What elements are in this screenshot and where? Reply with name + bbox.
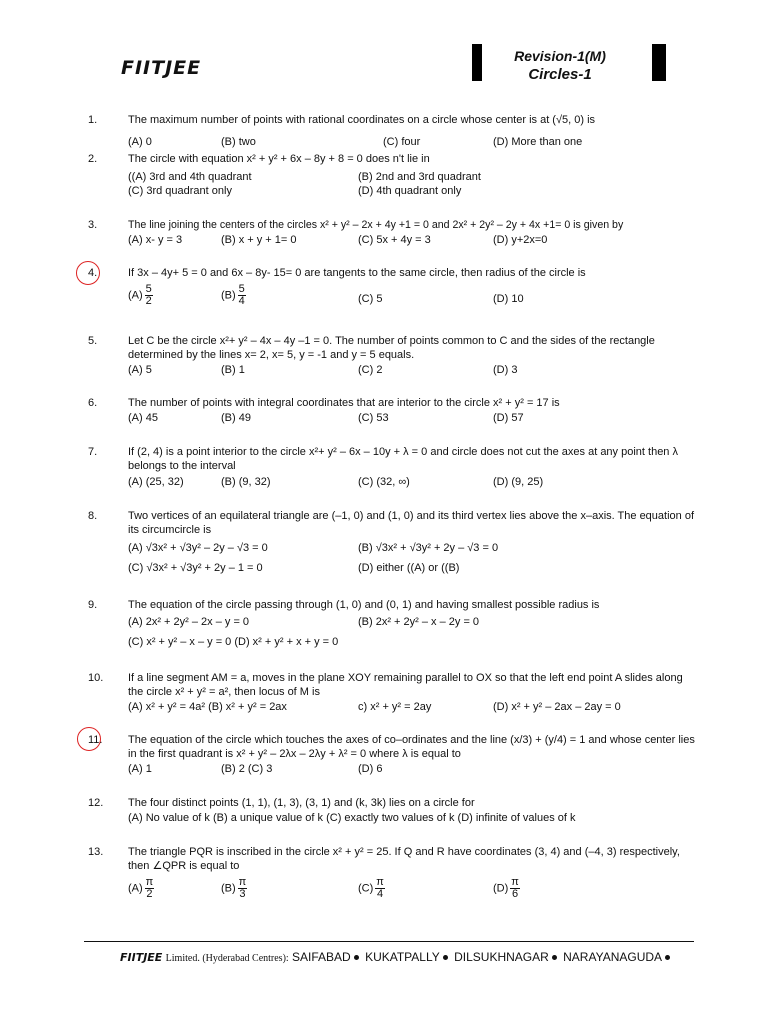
header-bar-right — [652, 44, 666, 81]
question-number: 2. — [88, 153, 98, 165]
option-b: (B) $\frac{5}{4}$ — [221, 283, 245, 307]
fraction: $\frac{\pi}{4}$ — [376, 876, 384, 900]
options: (A) No value of k (B) a unique value of k (C) exactly two values of k (D) infinite of values of k — [128, 812, 576, 824]
option-a: (A) 45 — [128, 412, 158, 424]
bullet-icon — [443, 955, 448, 960]
option-c: (C) 5 — [358, 293, 383, 305]
footer-brand: FIITJEE — [120, 951, 163, 964]
footer-centre: DILSUKHNAGAR — [454, 950, 549, 964]
fraction: $\frac{\pi}{6}$ — [511, 876, 519, 900]
option-b: (B) 2x² + 2y² – x – 2y = 0 — [358, 616, 480, 628]
footer-divider — [84, 941, 694, 942]
option-b-c: (B) 2 (C) 3 — [221, 763, 273, 775]
fraction: $\frac{\pi}{3}$ — [238, 876, 247, 900]
option-b: (B) 49 — [221, 412, 251, 424]
question-stem: Two vertices of an equilateral triangle are (–1, 0) and (1, 0) and its third vertex lies above the x–axis. The equation of its circumcircle is — [128, 510, 695, 536]
option-c: (C) √3x² + √3y² + 2y – 1 = 0 — [128, 562, 263, 574]
question-stem: The four distinct points (1, 1), (1, 3), (3, 1) and (k, 3k) lies on a circle for — [128, 797, 475, 809]
question-stem: The equation of the circle which touches the axes of co–ordinates and the line (x/3) + (y/4) = 1 and whose center lies in the first quadrant is x² + y² – 2λx – 2λy + λ² = 0 where λ is equal to — [128, 734, 695, 760]
question-number: 5. — [88, 335, 98, 347]
option-c: c) x² + y² = 2ay — [358, 701, 432, 713]
option-c: (C) 2 — [358, 364, 383, 376]
question-number: 3. — [88, 219, 98, 231]
question-stem: The number of points with integral coordinates that are interior to the circle x² + y² = 17 is — [128, 397, 560, 409]
fraction: $\frac{\pi}{2}$ — [145, 876, 154, 900]
option-c: (C) 3rd quadrant only — [128, 185, 232, 197]
question-number: 10. — [88, 672, 104, 684]
question-stem: The triangle PQR is inscribed in the circle x² + y² = 25. If Q and R have coordinates (3, 4) and (–4, 3) respectively, then ∠QPR is equal to — [128, 846, 680, 872]
footer-ltd: Limited. (Hyderabad Centres): — [165, 953, 289, 964]
question-number: 13. — [88, 846, 104, 858]
option-b: (B) two — [221, 136, 256, 148]
bullet-icon — [665, 955, 670, 960]
question-stem: If (2, 4) is a point interior to the circle x²+ y² – 6x – 10y + λ = 0 and circle does not cut the axes at any point then λ belongs to the interval — [128, 446, 678, 472]
option-d: (D) 3 — [493, 364, 518, 376]
option-c: (C) four — [383, 136, 421, 148]
option-a: (A) 0 — [128, 136, 152, 148]
option-a: (A) x- y = 3 — [128, 234, 183, 246]
option-d: (D) 4th quadrant only — [358, 185, 462, 197]
option-d: (D) 57 — [493, 412, 524, 424]
question-stem: If 3x – 4y+ 5 = 0 and 6x – 8y- 15= 0 are tangents to the same circle, then radius of the circle is — [128, 267, 586, 279]
option-a: (A) (25, 32) — [128, 476, 184, 488]
option-b: (B) 2nd and 3rd quadrant — [358, 171, 481, 183]
option-a: (A) √3x² + √3y² – 2y – √3 = 0 — [128, 542, 268, 554]
topic-title: Circles-1 — [528, 66, 592, 83]
option-a: (A) 5 — [128, 364, 152, 376]
option-d: (D) 10 — [493, 293, 524, 305]
option-a-b: (A) x² + y² = 4a² (B) x² + y² = 2ax — [128, 701, 287, 713]
option-d: (D) More than one — [493, 136, 583, 148]
option-b: (B) x + y + 1= 0 — [221, 234, 297, 246]
option-c: (C) $\frac{\pi}{4}$ — [358, 876, 384, 900]
question-stem: The circle with equation x² + y² + 6x – 8y + 8 = 0 does n't lie in — [128, 153, 430, 165]
footer — [120, 950, 673, 964]
option-c: (C) 5x + 4y = 3 — [358, 234, 431, 246]
option-d: (D) 6 — [358, 763, 383, 775]
fraction: $\frac{5}{2}$ — [145, 283, 152, 307]
question-number: 6. — [88, 397, 98, 409]
option-a: (A) $\frac{5}{2}$ — [128, 283, 152, 307]
bullet-icon — [354, 955, 359, 960]
question-number: 7. — [88, 446, 98, 458]
question-number: 1. — [88, 114, 98, 126]
option-b: (B) $\frac{\pi}{3}$ — [221, 876, 247, 900]
option-b: (B) √3x² + √3y² + 2y – √3 = 0 — [358, 542, 499, 554]
option-b: (B) 1 — [221, 364, 245, 376]
footer-centre: KUKATPALLY — [365, 950, 440, 964]
option-b: (B) (9, 32) — [221, 476, 271, 488]
revision-title: Revision-1(M) — [514, 48, 606, 64]
question-number: 12. — [88, 797, 104, 809]
option-a: (A) 1 — [128, 763, 152, 775]
fiitjee-logo: FIITJEE — [121, 57, 202, 79]
question-number: 8. — [88, 510, 98, 522]
question-number: 4. — [88, 267, 98, 279]
footer-centre: SAIFABAD — [292, 950, 351, 964]
bullet-icon — [552, 955, 557, 960]
option-d: (D) x² + y² – 2ax – 2ay = 0 — [493, 701, 621, 713]
question-number: 9. — [88, 599, 98, 611]
header-bar-left — [472, 44, 482, 81]
option-d: (D) either ((A) or ((B) — [358, 562, 460, 574]
option-d: (D) y+2x=0 — [493, 234, 548, 246]
question-stem: Let C be the circle x²+ y² – 4x – 4y –1 = 0. The number of points common to C and the sides of the rectangle determined by the lines x= 2, x= 5, y = -1 and y = 5 equals. — [128, 335, 655, 361]
option-c: (C) 53 — [358, 412, 389, 424]
option-a: (A) 2x² + 2y² – 2x – y = 0 — [128, 616, 250, 628]
question-number: 11. — [88, 734, 103, 746]
option-d: (D) $\frac{\pi}{6}$ — [493, 876, 519, 900]
option-c: (C) (32, ∞) — [358, 476, 410, 488]
question-stem: The line joining the centers of the circles x² + y² – 2x + 4y +1 = 0 and 2x² + 2y² – 2y + 4x +1= 0 is given by — [128, 219, 624, 231]
option-d: (D) (9, 25) — [493, 476, 544, 488]
footer-centre: NARAYANAGUDA — [563, 950, 663, 964]
question-stem: The equation of the circle passing through (1, 0) and (0, 1) and having smallest possible radius is — [128, 599, 600, 611]
option-a: ((A) 3rd and 4th quadrant — [128, 171, 252, 183]
question-stem: If a line segment AM = a, moves in the plane XOY remaining parallel to OX so that the left end point A slides along the circle x² + y² = a², then locus of M is — [128, 672, 683, 698]
fraction: $\frac{5}{4}$ — [238, 283, 245, 307]
option-a: (A) $\frac{\pi}{2}$ — [128, 876, 154, 900]
option-c-d: (C) x² + y² – x – y = 0 (D) x² + y² + x + y = 0 — [128, 636, 339, 648]
question-stem: The maximum number of points with rational coordinates on a circle whose center is at (√5, 0) is — [128, 114, 596, 126]
